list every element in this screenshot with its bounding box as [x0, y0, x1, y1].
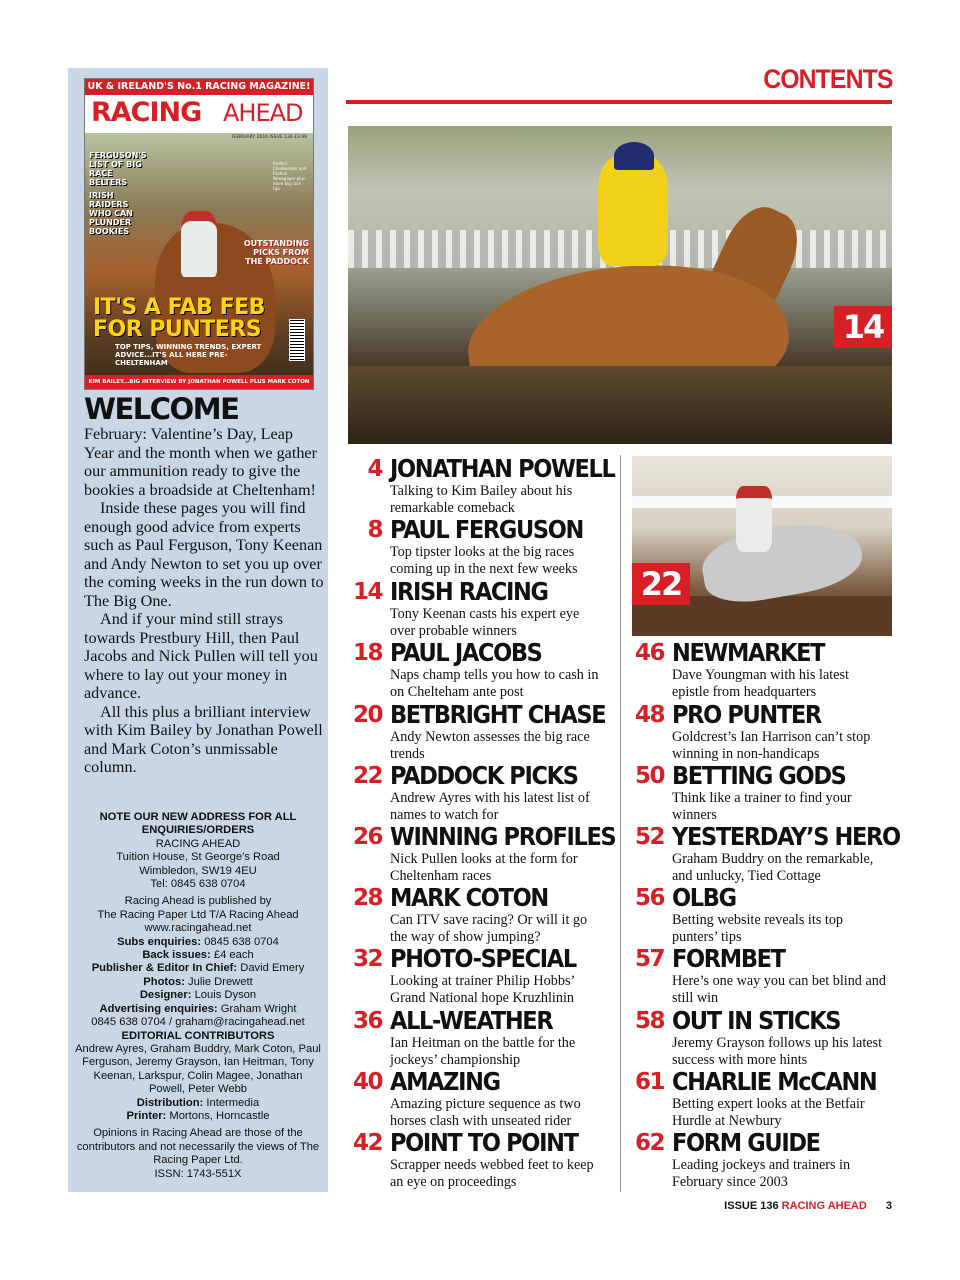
entry-title: FORMBET: [672, 944, 785, 973]
entry-description: Nick Pullen looks at the form for Cheltenham races: [390, 851, 578, 884]
entry-title: AMAZING: [390, 1067, 500, 1096]
cover-subline: TOP TIPS, WINNING TRENDS, EXPERT ADVICE...IT'S ALL HERE PRE-CHELTENHAM: [115, 343, 262, 367]
masthead-light: AHEAD: [223, 99, 303, 127]
cover-teaser-paddock: OUTSTANDING PICKS FROM THE PADDOCK: [243, 239, 309, 266]
cover-masthead: [85, 95, 313, 133]
entry-description: Tony Keenan casts his expert eye over probable winners: [390, 606, 580, 639]
entry-description: Talking to Kim Bailey about his remarkable comeback: [390, 483, 573, 516]
photo-jockey: [598, 156, 668, 266]
entry-description: Dave Youngman with his latest epistle from headquarters: [672, 667, 849, 700]
small-photo-page-badge[interactable]: 22: [632, 563, 690, 605]
entry-description: Naps champ tells you how to cash in on Chelteham ante post: [390, 667, 599, 700]
address-line: Tuition House, St George’s Road: [116, 851, 280, 864]
entry-page-number: 57: [634, 946, 664, 972]
cover-top-banner: UK & IRELAND'S No.1 RACING MAGAZINE!: [85, 79, 313, 95]
entry-title: ALL-WEATHER: [390, 1006, 553, 1035]
address-line: RACING AHEAD: [155, 837, 241, 850]
issn: ISSN: 1743-551X: [154, 1167, 242, 1180]
entry-description: Jeremy Grayson follows up his latest success with more hints: [672, 1035, 883, 1068]
entry-title: PRO PUNTER: [672, 700, 821, 729]
entry-page-number: 32: [352, 946, 382, 972]
title-rule: [346, 100, 892, 104]
address-heading: NOTE OUR NEW ADDRESS FOR ALL ENQUIRIES/ORDERS: [99, 811, 297, 837]
publication-info: [74, 811, 322, 1181]
entry-page-number: 36: [352, 1008, 382, 1034]
entry-description: Ian Heitman on the battle for the jockeys’ championship: [390, 1035, 576, 1068]
entry-page-number: 58: [634, 1008, 664, 1034]
back-issues-value: £4 each: [213, 949, 254, 962]
contributors-heading: EDITORIAL CONTRIBUTORS: [121, 1029, 275, 1042]
advertising-value: Graham Wright: [220, 1002, 297, 1015]
entry-page-number: 56: [634, 885, 664, 911]
entry-description: Betting expert looks at the Betfair Hurdle at Newbury: [672, 1096, 865, 1129]
entry-title: OUT IN STICKS: [672, 1006, 841, 1035]
advertising-label: Advertising enquiries:: [99, 1002, 218, 1015]
entry-title: PADDOCK PICKS: [390, 761, 578, 790]
footer-issue: ISSUE 136: [724, 1200, 779, 1212]
small-photo-jockey: [736, 486, 772, 552]
entry-description: Top tipster looks at the big races coming up in the next few weeks: [390, 544, 578, 577]
entry-title: JONATHAN POWELL: [390, 454, 615, 483]
printer-label: Printer:: [126, 1109, 167, 1122]
entry-title: BETBRIGHT CHASE: [390, 700, 606, 729]
entry-title: PAUL FERGUSON: [390, 515, 584, 544]
welcome-text: [84, 425, 324, 777]
welcome-title: WELCOME: [84, 392, 239, 426]
secondary-feature-photo[interactable]: [632, 456, 892, 636]
entry-title: YESTERDAY’S HERO: [672, 822, 900, 851]
cover-headline: [93, 297, 265, 341]
entry-description: Graham Buddry on the remarkable, and unlucky, Tied Cottage: [672, 851, 874, 884]
entry-page-number: 52: [634, 824, 664, 850]
address-line: Tel: 0845 638 0704: [150, 878, 246, 891]
entry-page-number: 50: [634, 763, 664, 789]
subs-value: 0845 638 0704: [204, 935, 279, 948]
entry-page-number: 8: [367, 517, 382, 543]
back-issues-label: Back issues:: [142, 949, 211, 962]
cover-blurb: Perfect Cheltenham and Festive Newspaper plus more big race tips: [273, 161, 307, 191]
cover-headline-line2: FOR PUNTERS: [93, 317, 262, 342]
entry-page-number: 46: [634, 640, 664, 666]
entry-title: OLBG: [672, 883, 736, 912]
page-footer: [724, 1200, 892, 1212]
entry-description: Looking at trainer Philip Hobbs’ Grand National hope Kruzhlinin: [390, 973, 575, 1006]
entry-title: POINT TO POINT: [390, 1128, 578, 1157]
entry-page-number: 4: [367, 456, 382, 482]
main-feature-photo[interactable]: [348, 126, 892, 444]
entry-page-number: 62: [634, 1130, 664, 1156]
entry-page-number: 14: [352, 579, 382, 605]
entry-title: BETTING GODS: [672, 761, 846, 790]
entry-page-number: 22: [352, 763, 382, 789]
entry-page-number: 20: [352, 702, 382, 728]
main-photo-page-badge[interactable]: 14: [834, 306, 892, 348]
entry-title: MARK COTON: [390, 883, 548, 912]
entry-page-number: 26: [352, 824, 382, 850]
entry-title: PAUL JACOBS: [390, 638, 542, 667]
entry-description: Here’s one way you can bet blind and still win: [672, 973, 886, 1006]
small-photo-horse: [697, 513, 867, 610]
magazine-cover[interactable]: [84, 78, 314, 390]
photo-helmet: [614, 142, 654, 170]
contributors-list: Andrew Ayres, Graham Buddry, Mark Coton, Paul Ferguson, Jeremy Grayson, Ian Heitman, Tony Keenan, Larkspur, Colin Magee, Jonathan Powell, Peter Webb: [75, 1042, 321, 1096]
printer-value: Mortons, Horncastle: [169, 1109, 270, 1122]
designer-label: Designer:: [139, 989, 192, 1002]
distribution-label: Distribution:: [136, 1096, 204, 1109]
published-line: The Racing Paper Ltd T/A Racing Ahead: [97, 908, 299, 921]
welcome-paragraph: And if your mind still strays towards Prestbury Hill, then Paul Jacobs and Nick Pullen will tell you where to lay out your money in advance.: [84, 610, 318, 702]
entry-page-number: 18: [352, 640, 382, 666]
distribution-value: Intermedia: [206, 1096, 260, 1109]
entry-page-number: 42: [352, 1130, 382, 1156]
sidebar: [68, 68, 328, 1192]
entry-description: Goldcrest’s Ian Harrison can’t stop winning in non-handicaps: [672, 729, 871, 762]
footer-page-number: 3: [885, 1200, 892, 1212]
entry-title: IRISH RACING: [390, 577, 548, 606]
cover-headline-line1: IT'S A FAB FEB: [93, 295, 265, 320]
cover-issue-line: FEBRUARY 2016 ISSUE 136 £3.99: [231, 135, 307, 140]
entry-title: CHARLIE McCANN: [672, 1067, 877, 1096]
entry-title: PHOTO-SPECIAL: [390, 944, 576, 973]
welcome-paragraph: All this plus a brilliant interview with Kim Bailey by Jonathan Powell and Mark Coton’s unmissable column.: [84, 702, 323, 776]
entry-description: Betting website reveals its top punters’ tips: [672, 912, 844, 945]
footer-magazine: RACING AHEAD: [781, 1200, 867, 1212]
entry-page-number: 61: [634, 1069, 664, 1095]
entry-page-number: 40: [352, 1069, 382, 1095]
photo-fence: [348, 366, 892, 444]
entry-page-number: 48: [634, 702, 664, 728]
published-line: Racing Ahead is published by: [124, 895, 272, 908]
entry-title: NEWMARKET: [672, 638, 825, 667]
disclaimer: Opinions in Racing Ahead are those of the contributors and not necessarily the views of The Racing Paper Ltd.: [76, 1127, 320, 1167]
entry-description: Leading jockeys and trainers in February since 2003: [672, 1157, 851, 1190]
subs-label: Subs enquiries:: [117, 935, 202, 948]
entry-description: Andy Newton assesses the big race trends: [390, 729, 590, 762]
masthead-bold: RACING: [91, 97, 202, 128]
advertising-contact[interactable]: 0845 638 0704 / graham@racingahead.net: [91, 1016, 305, 1029]
column-divider: [620, 455, 621, 1192]
contents-title: CONTENTS: [762, 64, 892, 94]
entry-title: FORM GUIDE: [672, 1128, 820, 1157]
address-line: Wimbledon, SW19 4EU: [139, 864, 257, 877]
cover-teaser-irish: IRISH RAIDERS WHO CAN PLUNDER BOOKIES: [89, 191, 133, 236]
entry-title: WINNING PROFILES: [390, 822, 616, 851]
entry-page-number: 28: [352, 885, 382, 911]
entry-description: Andrew Ayres with his latest list of names to watch for: [390, 790, 590, 823]
publisher-label: Publisher & Editor In Chief:: [91, 962, 238, 975]
entry-description: Amazing picture sequence as two horses clash with unseated rider: [390, 1096, 581, 1129]
photos-label: Photos:: [143, 975, 185, 988]
entry-description: Scrapper needs webbed feet to keep an eye on proceedings: [390, 1157, 594, 1190]
designer-value: Louis Dyson: [194, 989, 257, 1002]
publisher-value: David Emery: [240, 962, 305, 975]
cover-teaser-ferguson: FERGUSON'S LIST OF BIG RACE BELTERS: [89, 151, 147, 187]
website-link[interactable]: www.racingahead.net: [144, 922, 252, 935]
barcode-icon: [289, 319, 305, 361]
entry-description: Can ITV save racing? Or will it go the way of show jumping?: [390, 912, 588, 945]
photos-value: Julie Drewett: [188, 975, 253, 988]
welcome-paragraph: Inside these pages you will find enough good advice from experts such as Paul Ferguson, Tony Keenan and Andy Newton to set you up over the coming weeks in the run down to The Big One.: [84, 499, 324, 610]
cover-jockey-image: [181, 211, 217, 277]
entry-description: Think like a trainer to find your winners: [672, 790, 852, 823]
cover-bottom-strip: KIM BAILEY...BIG INTERVIEW BY JONATHAN POWELL PLUS MARK COTON: [85, 375, 313, 389]
welcome-paragraph: February: Valentine’s Day, Leap Year and the month when we gather our ammunition ready to give the bookies a broadside at Cheltenham!: [84, 425, 318, 499]
